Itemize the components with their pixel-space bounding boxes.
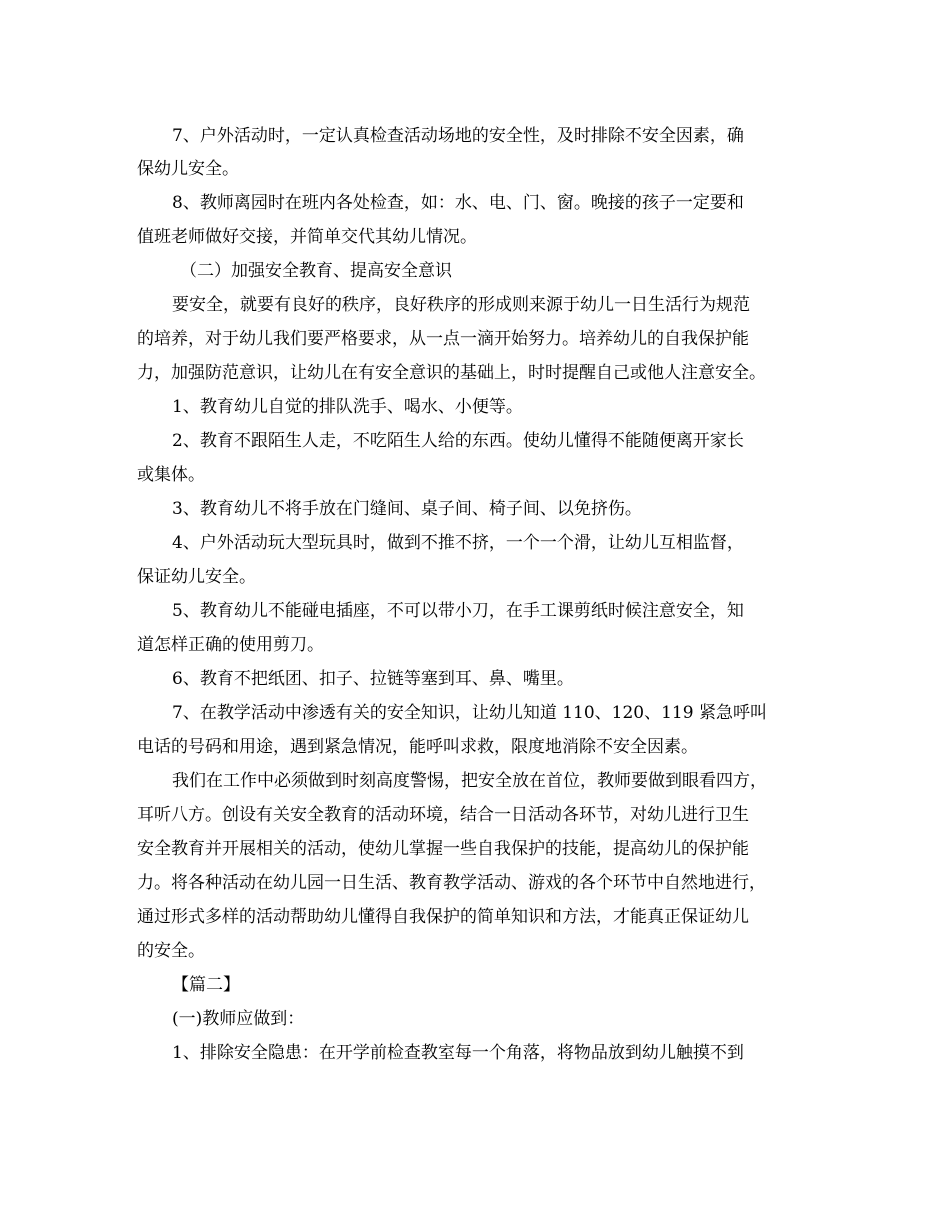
paragraph-line: 4、户外活动玩大型玩具时，做到不推不挤，一个一个滑，让幼儿互相监督， (172, 533, 744, 553)
paragraph-line: 值班老师做好交接，并简单交代其幼儿情况。 (137, 227, 477, 247)
paragraph-line: 安全教育并开展相关的活动，使幼儿掌握一些自我保护的技能，提高幼儿的保护能 (137, 839, 749, 859)
paragraph-line: 我们在工作中必须做到时刻高度警惕，把安全放在首位，教师要做到眼看四方， (172, 771, 767, 791)
paragraph-line: 电话的号码和用途，遇到紧急情况，能呼叫求救，限度地消除不安全因素。 (137, 737, 698, 757)
paragraph-line: 力。将各种活动在幼儿园一日生活、教育教学活动、游戏的各个环节中自然地进行， (137, 873, 766, 893)
paragraph-line: 或集体。 (137, 465, 205, 485)
paragraph-line: 6、教育不把纸团、扣子、拉链等塞到耳、鼻、嘴里。 (172, 669, 574, 689)
paragraph-line: 5、教育幼儿不能碰电插座，不可以带小刀，在手工课剪纸时候注意安全，知 (172, 601, 744, 621)
paragraph-line: 2、教育不跟陌生人走，不吃陌生人给的东西。使幼儿懂得不能随便离开家长 (172, 431, 744, 451)
paragraph-line: 3、教育幼儿不将手放在门缝间、桌子间、椅子间、以免挤伤。 (172, 499, 642, 519)
paragraph-line: 力，加强防范意识，让幼儿在有安全意识的基础上，时时提醒自己或他人注意安全。 (137, 363, 766, 383)
paragraph-line: 保证幼儿安全。 (137, 567, 256, 587)
subsection-heading: (一)教师应做到： (172, 1009, 305, 1029)
paragraph-line: 的培养，对于幼儿我们要严格要求，从一点一滴开始努力。培养幼儿的自我保护能 (137, 329, 749, 349)
paragraph-line: 通过形式多样的活动帮助幼儿懂得自我保护的简单知识和方法，才能真正保证幼儿 (137, 907, 749, 927)
paragraph-line: 道怎样正确的使用剪刀。 (137, 635, 324, 655)
paragraph-line: 8、教师离园时在班内各处检查，如：水、电、门、窗。晚接的孩子一定要和 (172, 193, 744, 213)
paragraph-line: 的安全。 (137, 941, 205, 961)
paragraph-line: 7、在教学活动中渗透有关的安全知识，让幼儿知道 110、120、119 紧急呼叫 (172, 703, 767, 723)
paragraph-line: 1、教育幼儿自觉的排队洗手、喝水、小便等。 (172, 397, 523, 417)
paragraph-line: 7、户外活动时，一定认真检查活动场地的安全性，及时排除不安全因素，确 (172, 126, 744, 146)
part-heading: 【篇二】 (172, 975, 240, 995)
paragraph-line: 要安全，就要有良好的秩序，良好秩序的形成则来源于幼儿一日生活行为规范 (172, 295, 750, 315)
paragraph-line: 耳听八方。创设有关安全教育的活动环境，结合一日活动各环节，对幼儿进行卫生 (137, 805, 749, 825)
paragraph-line: 1、排除安全隐患：在开学前检查教室每一个角落，将物品放到幼儿触摸不到 (172, 1043, 744, 1063)
section-heading: （二）加强安全教育、提高安全意识 (180, 261, 452, 281)
paragraph-line: 保幼儿安全。 (137, 159, 239, 179)
